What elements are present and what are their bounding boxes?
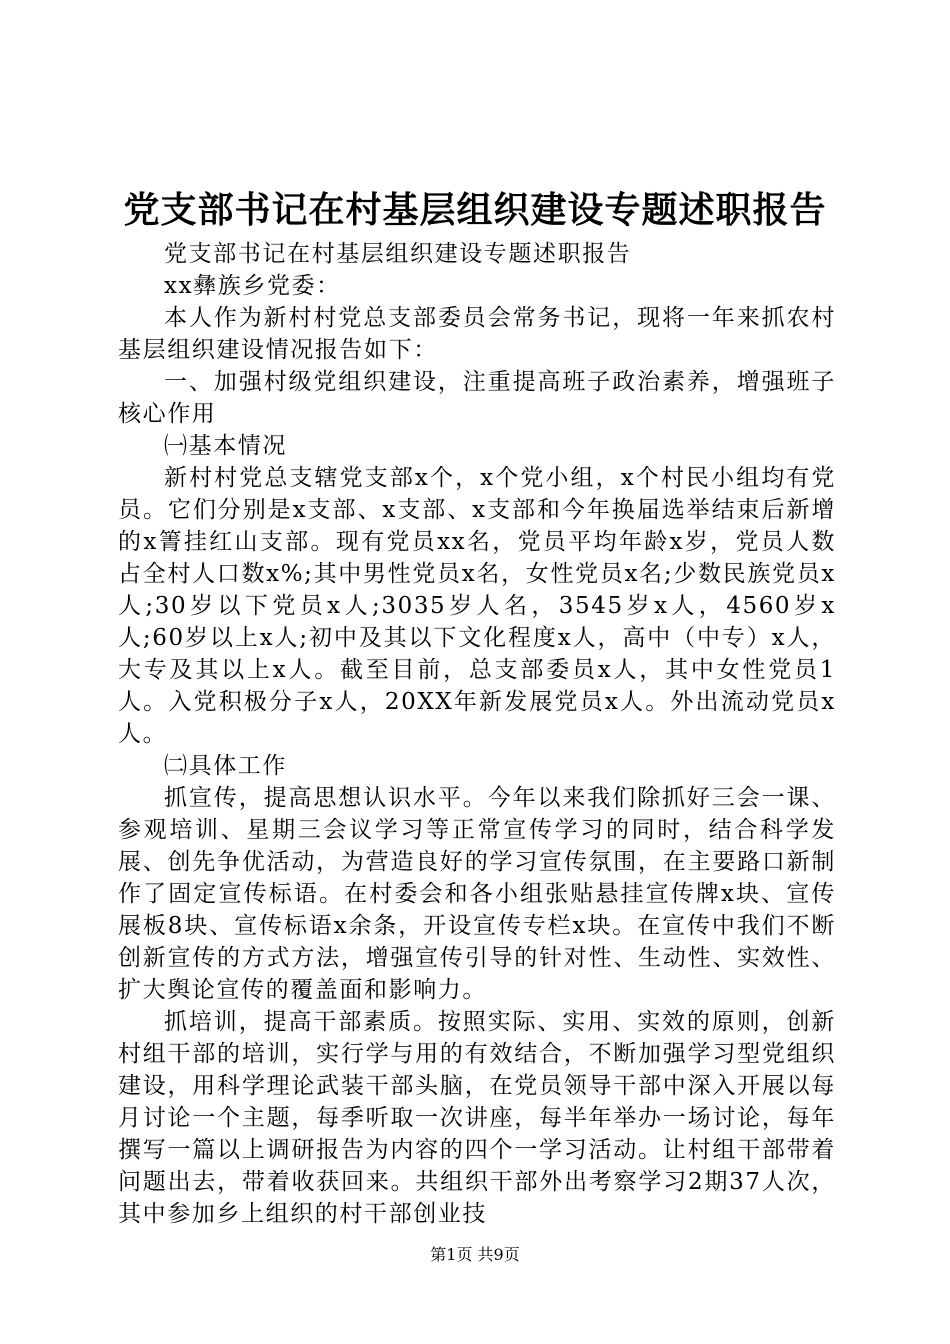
paragraph-basic-situation: 新村村党总支辖党支部x个，x个党小组，x个村民小组均有党员。它们分别是x支部、x支部、x支部和今年换届选举结束后新增的x箐挂红山支部。现有党员xx名，党员平均年龄x岁，党员人数占全村人口数x%;其中男性党员x名，女性党员x名;少数民族党员x人;30岁以下党员x人;3035岁人名，3545岁x人，4560岁x人;60岁以上x人;初中及其以下文化程度x人，高中（中专）x人，大专及其以上x人。截至目前，总支部委员x人，其中女性党员1人。入党积极分子x人，20XX年新发展党员x人。外出流动党员x人。 [118, 465, 836, 747]
section-heading-1: 一、加强村级党组织建设，注重提高班子政治素养，增强班子核心作用 [118, 369, 836, 427]
paragraph-subtitle: 党支部书记在村基层组织建设专题述职报告 [164, 241, 632, 267]
subsection-heading-basic: ㈠基本情况 [164, 433, 287, 459]
document-body [118, 238, 836, 1230]
paragraph-training: 抓培训，提高干部素质。按照实际、实用、实效的原则，创新村组干部的培训，实行学与用的有效结合，不断加强学习型党组织建设，用科学理论武装干部头脑，在党员领导干部中深入开展以每月讨论一个主题，每季听取一次讲座，每半年举办一场讨论，每年撰写一篇以上调研报告为内容的四个一学习活动。让村组干部带着问题出去，带着收获回来。共组织干部外出考察学习2期37人次，其中参加乡上组织的村干部创业技 [118, 1009, 836, 1227]
subsection-heading-work: ㈡具体工作 [164, 753, 287, 779]
paragraph-salutation: xx彝族乡党委： [164, 273, 341, 299]
paragraph-propaganda: 抓宣传，提高思想认识水平。今年以来我们除抓好三会一课、参观培训、星期三会议学习等正常宣传学习的同时，结合科学发展、创先争优活动，为营造良好的学习宣传氛围，在主要路口新制作了固定宣传标语。在村委会和各小组张贴悬挂宣传牌x块、宣传展板8块、宣传标语x余条，开设宣传专栏x块。在宣传中我们不断创新宣传的方式方法，增强宣传引导的针对性、生动性、实效性、扩大舆论宣传的覆盖面和影响力。 [118, 785, 836, 1003]
document-title: 党支部书记在村基层组织建设专题述职报告 [123, 189, 827, 231]
paragraph-intro: 本人作为新村村党总支部委员会常务书记，现将一年来抓农村基层组织建设情况报告如下： [118, 305, 836, 363]
page-footer: 第1页 共9页 [430, 1245, 520, 1264]
